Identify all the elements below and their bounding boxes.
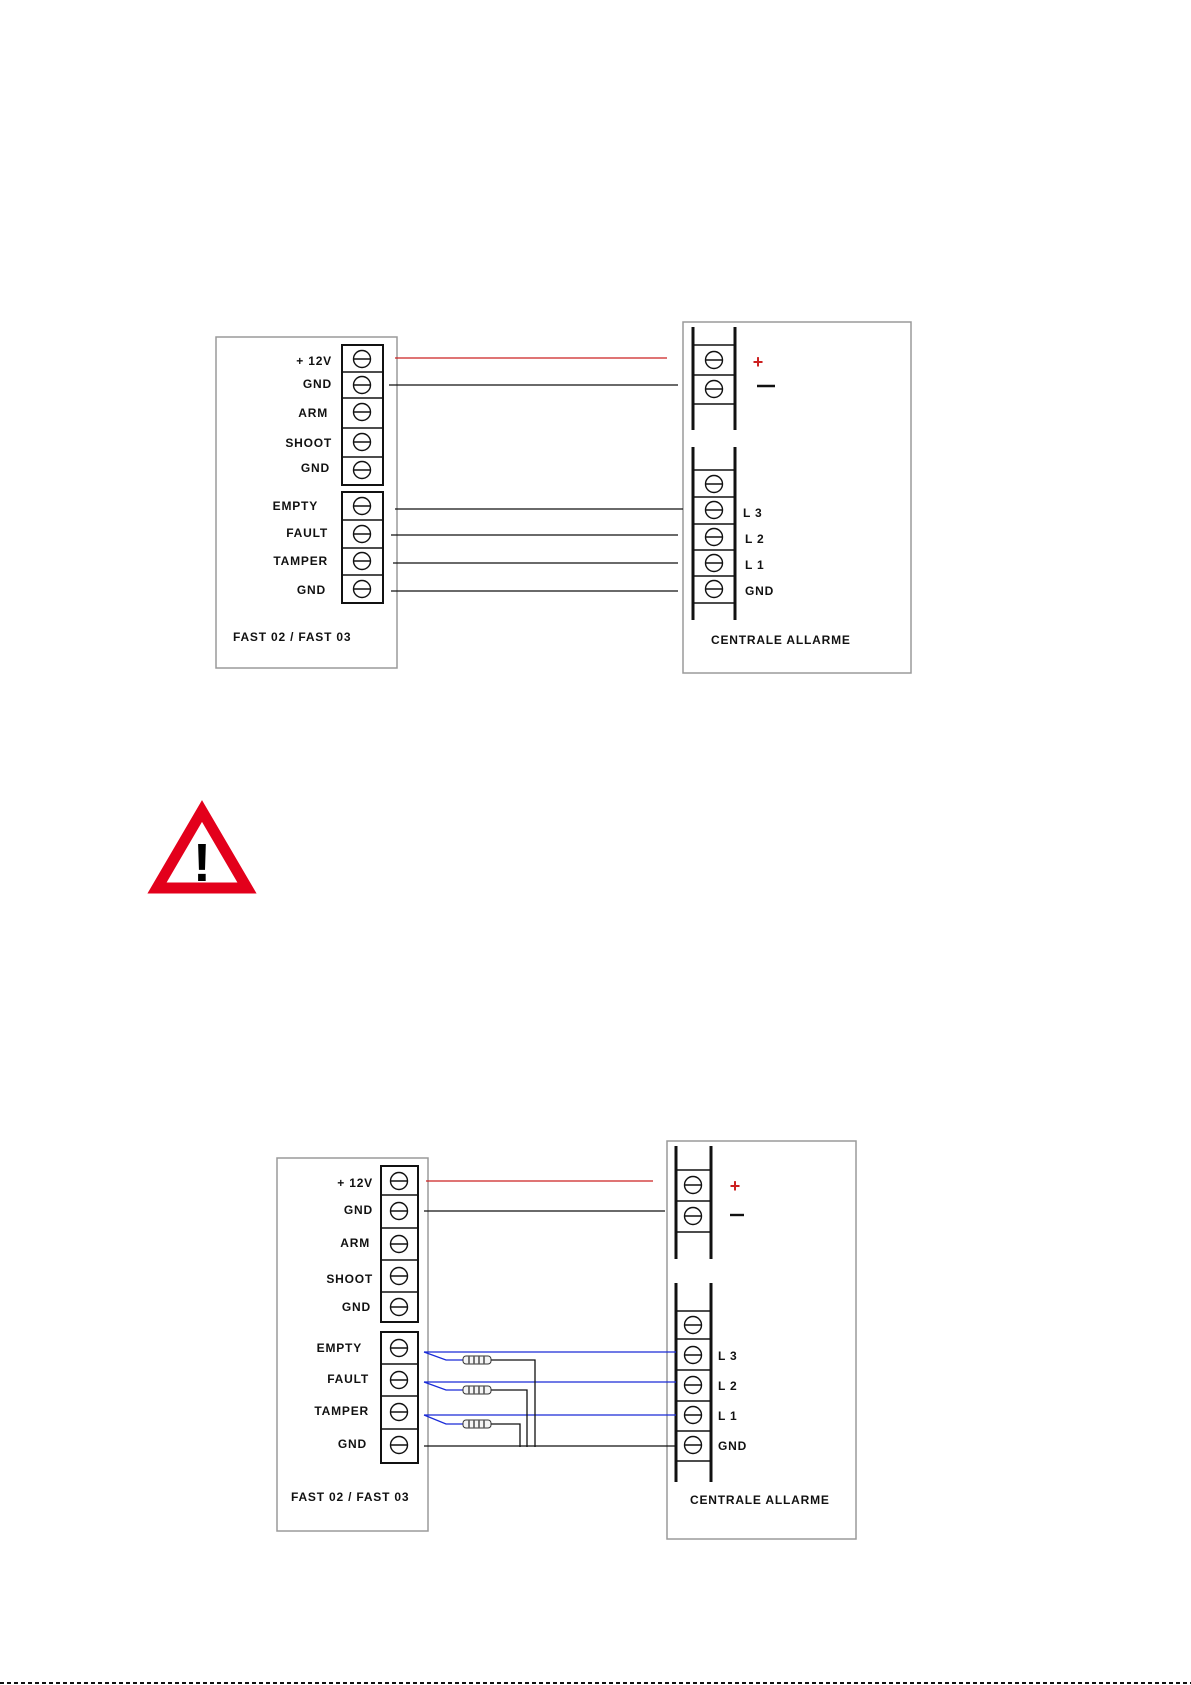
terminal-label: GND — [302, 377, 332, 391]
screw — [391, 1437, 408, 1454]
screw — [354, 526, 371, 543]
terminal-label: GND — [343, 1203, 373, 1217]
screw — [354, 404, 371, 421]
screw — [706, 502, 723, 519]
screw — [391, 1340, 408, 1357]
device-title: FAST 02 / FAST 03 — [291, 1490, 410, 1504]
screw — [706, 352, 723, 369]
screw — [354, 581, 371, 598]
screw — [685, 1177, 702, 1194]
terminal-label: SHOOT — [285, 436, 332, 450]
terminal-label: EMPTY — [316, 1341, 362, 1355]
screw — [685, 1407, 702, 1424]
terminal-label: GND — [337, 1437, 367, 1451]
screw — [354, 434, 371, 451]
screw — [354, 553, 371, 570]
terminal-label: TAMPER — [314, 1404, 369, 1418]
terminal-label: ARM — [298, 406, 328, 420]
terminal-label: FAULT — [286, 526, 328, 540]
warning-symbol: ! — [193, 833, 211, 893]
panel-title: CENTRALE ALLARME — [711, 633, 851, 647]
warning-triangle-icon — [157, 811, 247, 893]
screw — [354, 351, 371, 368]
screw — [391, 1236, 408, 1253]
resistor — [463, 1386, 491, 1394]
screw — [685, 1347, 702, 1364]
panel-input-label: GND — [745, 584, 775, 598]
screw — [706, 581, 723, 598]
terminal-label: ARM — [340, 1236, 370, 1250]
terminal-label: + 12V — [296, 354, 332, 368]
screw — [354, 462, 371, 479]
panel-input-label: GND — [718, 1439, 748, 1453]
diagram-1 — [216, 322, 911, 673]
screw — [354, 498, 371, 515]
plus-label: + — [729, 1176, 741, 1196]
screw — [706, 381, 723, 398]
terminal-label: SHOOT — [326, 1272, 373, 1286]
screw — [706, 529, 723, 546]
screw — [685, 1437, 702, 1454]
screw — [391, 1268, 408, 1285]
panel-input-label: L 3 — [718, 1349, 738, 1363]
terminal-label: GND — [296, 583, 326, 597]
panel-input-label: L 2 — [745, 532, 765, 546]
screw — [354, 377, 371, 394]
screw — [391, 1404, 408, 1421]
resistor — [463, 1356, 491, 1364]
panel-title: CENTRALE ALLARME — [690, 1493, 830, 1507]
terminal-label: + 12V — [337, 1176, 373, 1190]
diagram-2 — [277, 1141, 856, 1539]
screw — [391, 1203, 408, 1220]
screw — [391, 1299, 408, 1316]
screw — [685, 1377, 702, 1394]
screw — [685, 1317, 702, 1334]
terminal-label: GND — [341, 1300, 371, 1314]
resistor — [463, 1420, 491, 1428]
screw — [391, 1173, 408, 1190]
terminal-label: FAULT — [327, 1372, 369, 1386]
terminal-label: GND — [300, 461, 330, 475]
panel-input-label: L 1 — [718, 1409, 738, 1423]
device-title: FAST 02 / FAST 03 — [233, 630, 352, 644]
panel-input-label: L 2 — [718, 1379, 738, 1393]
screw — [706, 555, 723, 572]
panel-input-label: L 1 — [745, 558, 765, 572]
screw — [685, 1208, 702, 1225]
panel-input-label: L 3 — [743, 506, 763, 520]
screw — [706, 476, 723, 493]
screw — [391, 1372, 408, 1389]
terminal-label: EMPTY — [272, 499, 318, 513]
terminal-label: TAMPER — [273, 554, 328, 568]
plus-label: + — [752, 352, 764, 372]
